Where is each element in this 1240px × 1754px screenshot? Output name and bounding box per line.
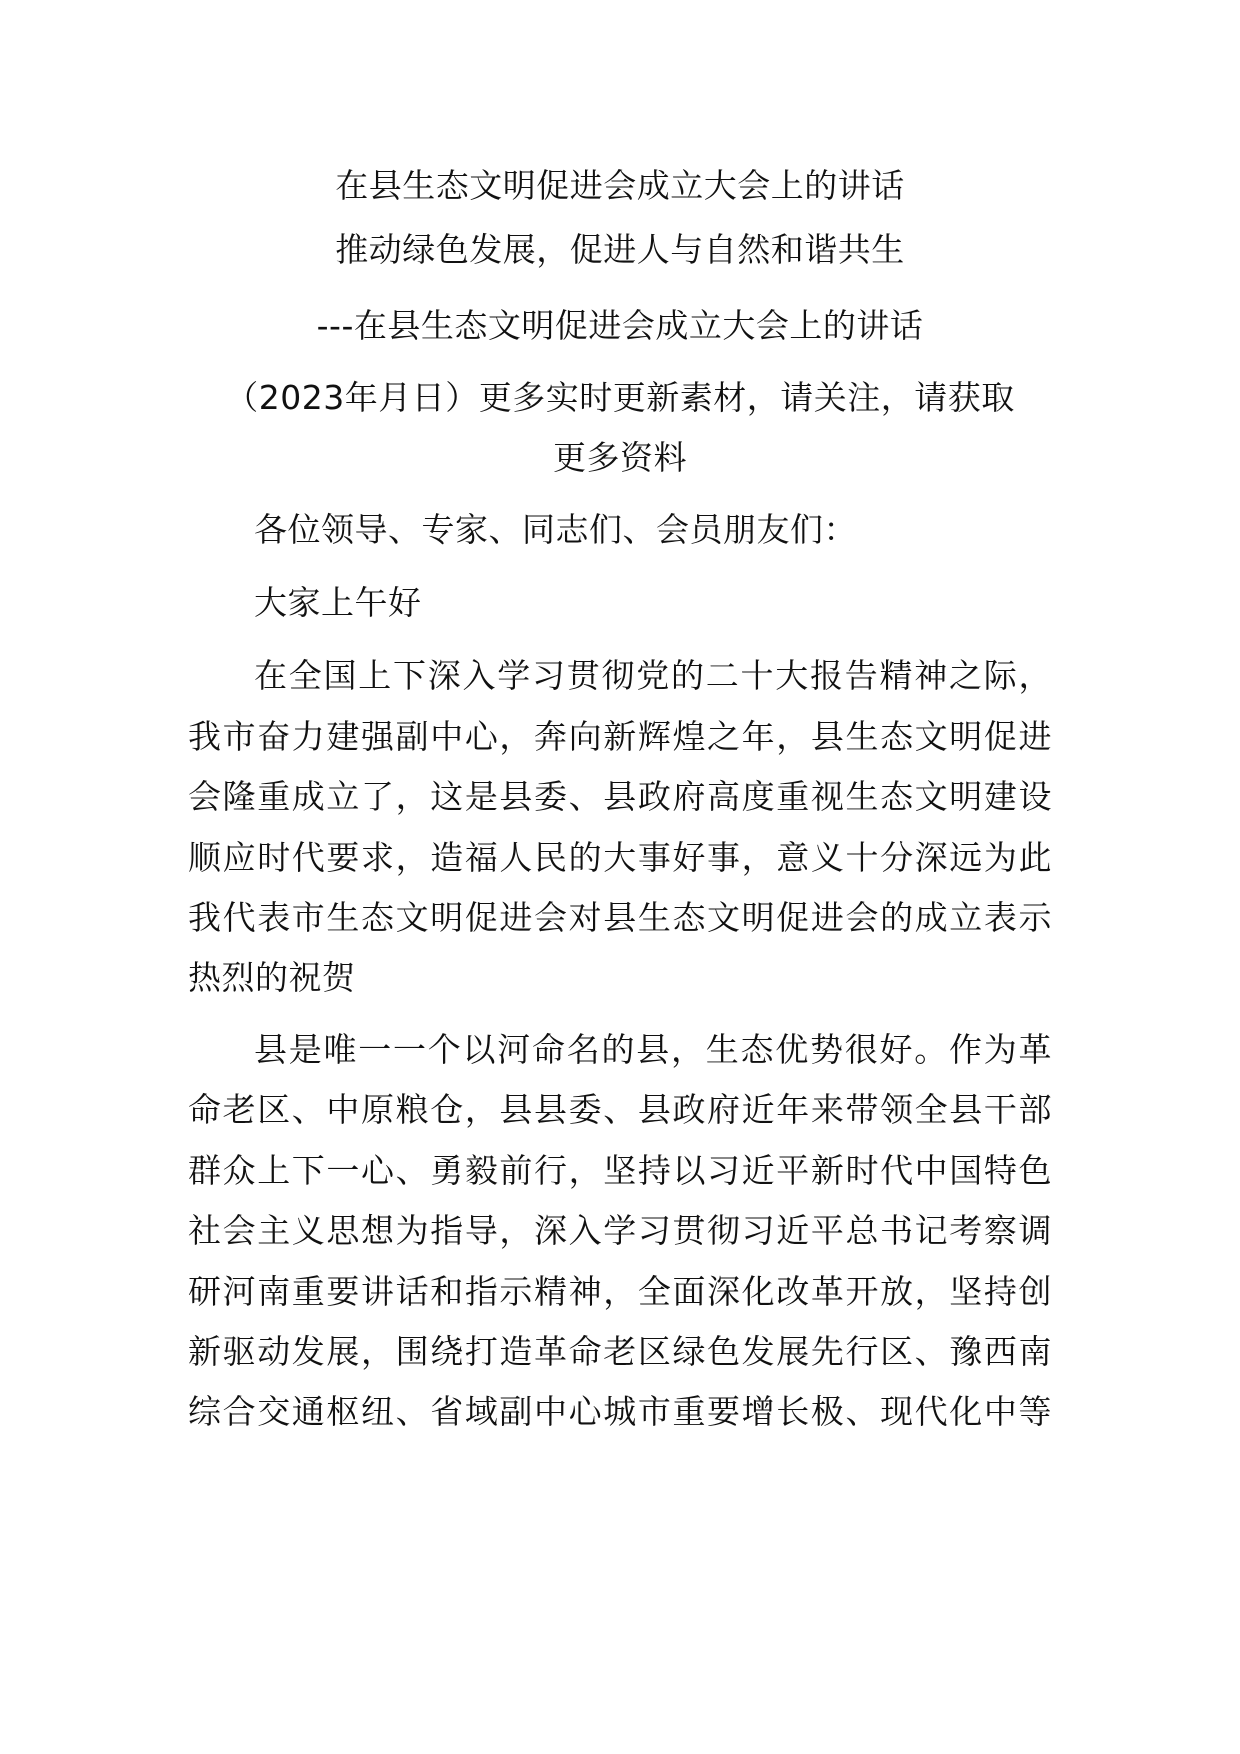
paragraph-1-line: 热烈的祝贺 xyxy=(188,958,356,997)
speech-subtitle: ---在县生态文明促进会成立大会上的讲话 xyxy=(316,306,924,345)
paragraph-2-line: 新驱动发展，围绕打造革命老区绿色发展先行区、豫西南 xyxy=(188,1332,1052,1371)
paragraph-2-line: 综合交通枢纽、省域副中心城市重要增长极、现代化中等 xyxy=(188,1392,1052,1431)
paragraph-1-line: 在全国上下深入学习贯彻党的二十大报告精神之际， xyxy=(254,656,1052,695)
date-note-line-1: （2023年月日）更多实时更新素材，请关注，请获取 xyxy=(225,378,1015,417)
document-heading: 在县生态文明促进会成立大会上的讲话 xyxy=(335,166,905,205)
salutation: 各位领导、专家、同志们、会员朋友们： xyxy=(254,510,857,549)
paragraph-2-line: 县是唯一一个以河命名的县，生态优势很好。作为革 xyxy=(254,1030,1052,1069)
paragraph-1-line: 我市奋力建强副中心，奔向新辉煌之年，县生态文明促进 xyxy=(188,717,1052,756)
paragraph-1-line: 会隆重成立了，这是县委、县政府高度重视生态文明建设 xyxy=(188,777,1052,816)
paragraph-2-line: 命老区、中原粮仓，县县委、县政府近年来带领全县干部 xyxy=(188,1090,1052,1129)
speech-title: 推动绿色发展，促进人与自然和谐共生 xyxy=(335,230,905,269)
paragraph-1-line: 顺应时代要求，造福人民的大事好事，意义十分深远为此 xyxy=(188,838,1052,877)
paragraph-2-line: 研河南重要讲话和指示精神，全面深化改革开放，坚持创 xyxy=(188,1272,1052,1311)
greeting: 大家上午好 xyxy=(254,583,422,622)
date-note-line-2: 更多资料 xyxy=(553,438,687,477)
paragraph-2-line: 群众上下一心、勇毅前行，坚持以习近平新时代中国特色 xyxy=(188,1151,1052,1190)
paragraph-1-line: 我代表市生态文明促进会对县生态文明促进会的成立表示 xyxy=(188,898,1052,937)
paragraph-2-line: 社会主义思想为指导，深入学习贯彻习近平总书记考察调 xyxy=(188,1211,1052,1250)
